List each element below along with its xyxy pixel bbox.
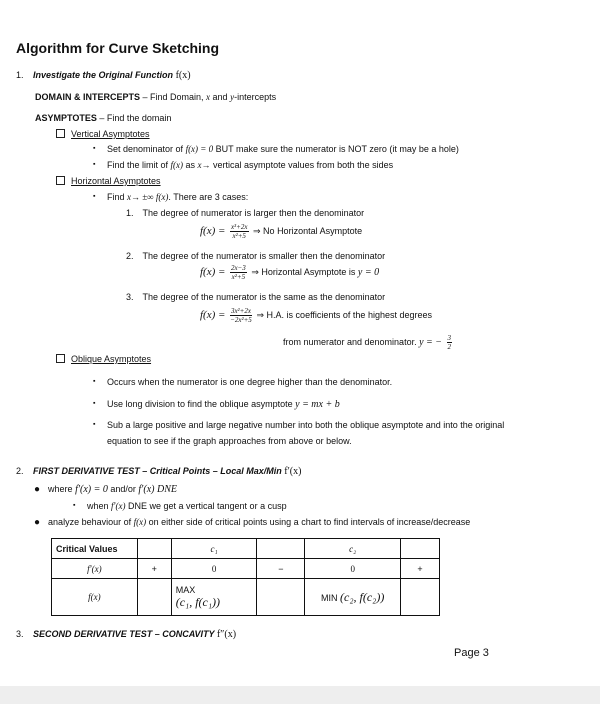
ratio-denominator: 2: [447, 343, 452, 351]
ha-bullet-1: [107, 192, 248, 202]
max-cell: [171, 579, 257, 616]
checkbox-icon: [56, 354, 65, 363]
table-row: [52, 539, 440, 559]
case-2-denominator: x²+5: [231, 273, 246, 281]
ha-case-2: [126, 251, 385, 261]
table-cell: [257, 579, 305, 616]
checkbox-icon: [56, 176, 65, 185]
case-2-text: The degree of the numerator is smaller then the denominator: [142, 251, 386, 261]
horizontal-asymptotes-title: Horizontal Asymptotes: [71, 176, 161, 186]
section-2-heading: [16, 466, 301, 477]
oblique-asymptotes-title: Oblique Asymptotes: [71, 354, 152, 364]
oa-b1-text: Occurs when the numerator is one degree higher than the denominator.: [107, 377, 393, 387]
ha-case-3: [126, 292, 385, 302]
case-3-ratio: [447, 334, 453, 351]
va-b1-text2: BUT make sure the numerator is NOT zero (it may be a hole): [213, 144, 459, 154]
case-3-result: ⇒ H.A. is coefficients of the highest degrees: [256, 309, 432, 320]
case-3-lhs: f(x) =: [200, 308, 226, 321]
table-cell: [137, 539, 171, 559]
checkbox-icon: [56, 129, 65, 138]
domain-line: [35, 92, 276, 102]
section-2-number: 2.: [16, 466, 24, 476]
case-1-numerator: x³+2x: [230, 223, 248, 231]
s2-bullet-2: [34, 517, 470, 528]
asymptotes-line: [35, 113, 171, 123]
case-2-result: ⇒ Horizontal Asymptote is: [251, 266, 358, 277]
section-3-math: f″(x): [216, 629, 237, 640]
va-b2-text: Find the limit of: [107, 160, 171, 170]
oa-b2-math: y = mx + b: [295, 399, 340, 410]
s2-b1-text: where: [48, 484, 76, 494]
case-2-result-math: y = 0: [357, 266, 380, 278]
case-1-result: ⇒ No Horizontal Asymptote: [253, 225, 363, 236]
ha-b1-text: Find: [107, 192, 128, 202]
case-1-lhs: f(x) =: [200, 224, 226, 237]
table-row: [52, 559, 440, 579]
table-cell: [401, 539, 440, 559]
vertical-asymptotes-title: Vertical Asymptotes: [71, 129, 150, 139]
sign-negative: −: [257, 559, 305, 579]
s2-b2-text2: on either side of critical points using a chart to find intervals of increase/decrease: [146, 517, 471, 527]
critical-points-table: [51, 538, 440, 616]
s2-b1-math2: f′(x) DNE: [138, 484, 177, 495]
asymptotes-text: – Find the domain: [96, 113, 172, 123]
domain-intercepts: -intercepts: [234, 92, 277, 102]
case-1-text: The degree of numerator is larger then the denominator: [142, 208, 365, 218]
case-3-result-2: from numerator and denominator.: [283, 336, 420, 347]
function-label: f(x): [52, 579, 138, 616]
s2-b1-math: f′(x) = 0: [75, 484, 108, 495]
section-1-math: f(x): [175, 70, 191, 81]
s2-bullet-1: [34, 484, 177, 495]
case-1-number: 1.: [126, 208, 134, 218]
zero-at-c2: 0: [305, 559, 401, 579]
asymptotes-label: ASYMPTOTES: [35, 113, 97, 123]
s2-sub-bullet: [87, 501, 287, 511]
case-3-denominator: −2x²+5: [230, 316, 252, 324]
table-cell: [137, 579, 171, 616]
sign-positive-2: +: [401, 559, 440, 579]
ha-case-1: [126, 208, 364, 218]
case-2-numerator: 2x−3: [230, 264, 246, 272]
oa-b2-text: Use long division to find the oblique asymptote: [107, 399, 296, 409]
case-2-lhs: f(x) =: [200, 265, 226, 278]
s2-b2-text: analyze behaviour of: [48, 517, 134, 527]
c1-header: c₁: [171, 539, 257, 559]
va-bullet-2: [107, 160, 393, 170]
oa-b3-line-1: Sub a large positive and large negative number into both the oblique asymptote and into the original: [107, 420, 505, 430]
ha-b1-text2: . There are 3 cases:: [168, 192, 249, 202]
min-cell: [305, 579, 401, 616]
va-b1-math: f(x) = 0: [185, 144, 214, 154]
section-3-title: SECOND DERIVATIVE TEST – CONCAVITY: [33, 629, 217, 639]
vertical-asymptotes-heading: [56, 129, 150, 139]
oa-bullet-3: [107, 420, 504, 430]
sign-positive-1: +: [137, 559, 171, 579]
section-2-title: FIRST DERIVATIVE TEST – Critical Points – Local Max/Min: [33, 466, 285, 476]
case-2-number: 2.: [126, 251, 134, 261]
page-number: Page 3: [454, 647, 489, 659]
section-1-number: 1.: [16, 70, 24, 80]
section-3-number: 3.: [16, 629, 24, 639]
va-bullet-1: [107, 144, 459, 154]
derivative-label: f′(x): [52, 559, 138, 579]
horizontal-asymptotes-heading: [56, 176, 161, 186]
s2-b2-math: f(x): [133, 517, 147, 527]
case-3-result-math: y = −: [419, 336, 443, 348]
ha-case-3-continuation: [283, 334, 454, 351]
s2-sub-text2: DNE we get a vertical tangent or a cusp: [125, 501, 287, 511]
page-title: Algorithm for Curve Sketching: [16, 40, 220, 56]
oa-b3-line-2: equation to see if the graph approaches from above or below.: [107, 436, 352, 446]
section-1-heading: [16, 70, 191, 81]
va-b2-math2: x→: [197, 160, 211, 170]
va-b2-text2: as: [183, 160, 198, 170]
s2-b1-text2: and/or: [107, 484, 139, 494]
case-1-fraction: [230, 223, 249, 240]
table-cell: [401, 579, 440, 616]
ratio-numerator: 3: [447, 334, 452, 342]
oblique-asymptotes-heading: [56, 354, 151, 364]
section-1-title: Investigate the Original Function: [33, 70, 174, 80]
case-3-numerator: 3x²+2x: [230, 307, 251, 315]
max-point: (c₁, f(c₁)): [175, 594, 221, 609]
bullet-dot-icon: ●: [34, 484, 41, 495]
ha-b1-math: x→ ±∞ f(x): [127, 192, 169, 202]
domain-y: y: [230, 92, 235, 102]
critical-values-header: Critical Values: [52, 539, 138, 559]
domain-text: – Find Domain,: [140, 92, 207, 102]
domain-x: x: [206, 92, 211, 102]
max-label: MAX: [175, 584, 196, 595]
case-3-number: 3.: [126, 292, 134, 302]
oa-bullet-1: [107, 377, 392, 387]
va-b2-text3: vertical asymptote values from both the sides: [210, 160, 394, 170]
s2-sub-math: f′(x): [111, 501, 126, 511]
case-1-denominator: x²+5: [232, 232, 246, 240]
va-b2-math: f(x): [170, 160, 184, 170]
domain-label: DOMAIN & INTERCEPTS: [35, 92, 141, 102]
zero-at-c1: 0: [171, 559, 257, 579]
section-3-heading: [16, 629, 236, 640]
domain-and: and: [210, 92, 231, 102]
case-2-fraction: [230, 264, 247, 281]
va-b1-text: Set denominator of: [107, 144, 186, 154]
oa-bullet-2: [107, 399, 340, 410]
case-3-fraction: [230, 307, 252, 324]
ha-case-1-equation: [200, 223, 362, 240]
c2-header: c₂: [305, 539, 401, 559]
s2-sub-text: when: [87, 501, 112, 511]
oa-bullet-3-continuation: [107, 436, 352, 446]
table-cell: [257, 539, 305, 559]
min-point: (c₂, f(c₂)): [340, 589, 385, 604]
min-label: MIN: [321, 592, 341, 603]
case-3-text: The degree of the numerator is the same as the denominator: [142, 292, 386, 302]
bullet-dot-icon: ●: [34, 517, 41, 528]
ha-case-3-equation: [200, 307, 432, 324]
ha-case-2-equation: [200, 264, 379, 281]
table-row: [52, 579, 440, 616]
section-2-math: f′(x): [284, 466, 302, 477]
viewer-bottom-bar: [0, 686, 600, 704]
